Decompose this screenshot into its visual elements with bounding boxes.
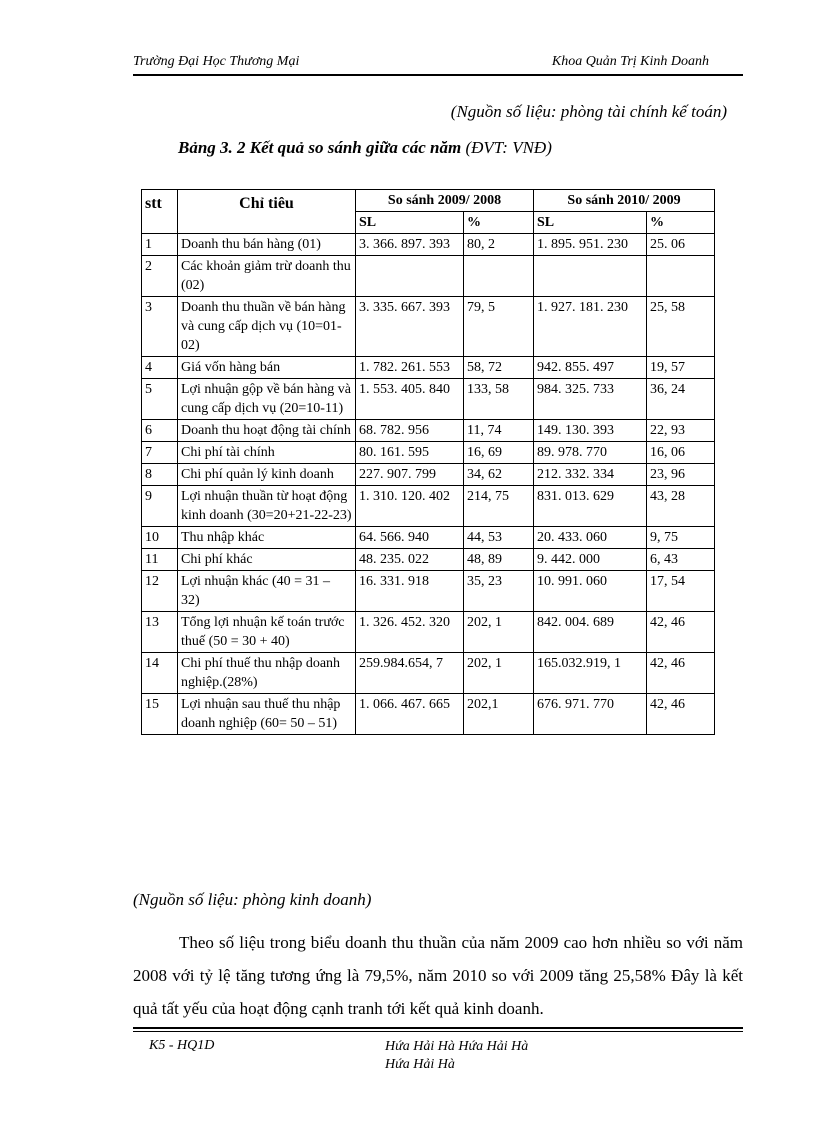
comparison-table xyxy=(141,189,715,735)
cell-sl-2009-2008: 1. 782. 261. 553 xyxy=(356,357,464,379)
table-row xyxy=(142,379,715,420)
cell-pct-2010-2009: 19, 57 xyxy=(647,357,715,379)
table-row xyxy=(142,653,715,694)
cell-sl-2010-2009: 165.032.919, 1 xyxy=(534,653,647,694)
table-row xyxy=(142,256,715,297)
header-faculty: Khoa Quản Trị Kinh Doanh xyxy=(551,54,709,69)
cell-sl-2009-2008: 16. 331. 918 xyxy=(356,571,464,612)
cell-sl-2010-2009: 831. 013. 629 xyxy=(534,486,647,527)
cell-pct-2010-2009 xyxy=(647,256,715,297)
footer-author xyxy=(385,1038,528,1074)
cell-sl-2010-2009: 20. 433. 060 xyxy=(534,527,647,549)
caption-unit: (ĐVT: VNĐ) xyxy=(465,138,552,157)
cell-stt: 12 xyxy=(142,571,178,612)
cell-stt: 8 xyxy=(142,464,178,486)
cell-chi-tieu: Lợi nhuận thuần từ hoạt động kinh doanh (30=20+21-22-23) xyxy=(178,486,356,527)
cell-sl-2010-2009: 9. 442. 000 xyxy=(534,549,647,571)
cell-pct-2009-2008: 16, 69 xyxy=(464,442,534,464)
cell-sl-2009-2008: 80. 161. 595 xyxy=(356,442,464,464)
cell-pct-2010-2009: 42, 46 xyxy=(647,694,715,735)
cell-pct-2010-2009: 23, 96 xyxy=(647,464,715,486)
table-row xyxy=(142,527,715,549)
table-row xyxy=(142,571,715,612)
table-row xyxy=(142,357,715,379)
cell-chi-tieu: Lợi nhuận gộp về bán hàng và cung cấp dịch vụ (20=10-11) xyxy=(178,379,356,420)
cell-sl-2009-2008: 3. 335. 667. 393 xyxy=(356,297,464,357)
cell-sl-2009-2008: 3. 366. 897. 393 xyxy=(356,234,464,256)
table-row xyxy=(142,442,715,464)
footer-author-line2: Hứa Hải Hà xyxy=(385,1057,455,1072)
cell-pct-2009-2008: 35, 23 xyxy=(464,571,534,612)
cell-pct-2010-2009: 36, 24 xyxy=(647,379,715,420)
header-school: Trường Đại Học Thương Mại xyxy=(133,54,300,69)
cell-pct-2010-2009: 6, 43 xyxy=(647,549,715,571)
table-row xyxy=(142,297,715,357)
cell-pct-2010-2009: 17, 54 xyxy=(647,571,715,612)
cell-sl-2010-2009: 212. 332. 334 xyxy=(534,464,647,486)
page-header xyxy=(133,52,743,76)
body-paragraph: Theo số liệu trong biểu doanh thu thuần của năm 2009 cao hơn nhiều so với năm 2008 với tỷ lệ tăng tương ứng là 79,5%, năm 2010 so với 2009 tăng 25,58% Đây là kết quả tất yếu của hoạt động cạnh tranh tới kết quả kinh doanh. xyxy=(133,933,743,1018)
source-note-bottom: (Nguồn số liệu: phòng kinh doanh) xyxy=(133,890,372,909)
cell-pct-2010-2009: 43, 28 xyxy=(647,486,715,527)
cell-sl-2010-2009: 842. 004. 689 xyxy=(534,612,647,653)
table-row xyxy=(142,612,715,653)
footer-author-line1: Hứa Hải Hà Hứa Hải Hà xyxy=(385,1039,529,1054)
cell-sl-2009-2008: 1. 553. 405. 840 xyxy=(356,379,464,420)
cell-chi-tieu: Tổng lợi nhuận kế toán trước thuế (50 = 30 + 40) xyxy=(178,612,356,653)
cell-stt: 10 xyxy=(142,527,178,549)
cell-pct-2010-2009: 16, 06 xyxy=(647,442,715,464)
cell-sl-2010-2009: 942. 855. 497 xyxy=(534,357,647,379)
cell-pct-2009-2008: 58, 72 xyxy=(464,357,534,379)
cell-stt: 11 xyxy=(142,549,178,571)
cell-chi-tieu: Chi phí thuế thu nhập doanh nghiệp.(28%) xyxy=(178,653,356,694)
cell-sl-2009-2008: 68. 782. 956 xyxy=(356,420,464,442)
cell-pct-2009-2008: 133, 58 xyxy=(464,379,534,420)
cell-sl-2009-2008: 259.984.654, 7 xyxy=(356,653,464,694)
cell-pct-2010-2009: 25. 06 xyxy=(647,234,715,256)
header-pct-2: % xyxy=(647,212,715,234)
table-row xyxy=(142,234,715,256)
cell-stt: 5 xyxy=(142,379,178,420)
cell-stt: 3 xyxy=(142,297,178,357)
cell-stt: 4 xyxy=(142,357,178,379)
cell-stt: 14 xyxy=(142,653,178,694)
cell-pct-2010-2009: 9, 75 xyxy=(647,527,715,549)
cell-sl-2010-2009: 149. 130. 393 xyxy=(534,420,647,442)
cell-stt: 2 xyxy=(142,256,178,297)
cell-chi-tieu: Thu nhập khác xyxy=(178,527,356,549)
cell-sl-2010-2009 xyxy=(534,256,647,297)
cell-chi-tieu: Chi phí quản lý kinh doanh xyxy=(178,464,356,486)
header-chi-tieu: Chỉ tiêu xyxy=(178,190,356,234)
cell-stt: 1 xyxy=(142,234,178,256)
cell-chi-tieu: Lợi nhuận khác (40 = 31 – 32) xyxy=(178,571,356,612)
cell-pct-2010-2009: 25, 58 xyxy=(647,297,715,357)
caption-title: Bảng 3. 2 Kết quả so sánh giữa các năm xyxy=(178,138,462,157)
cell-pct-2009-2008: 202, 1 xyxy=(464,653,534,694)
cell-pct-2009-2008: 214, 75 xyxy=(464,486,534,527)
cell-sl-2009-2008: 1. 326. 452. 320 xyxy=(356,612,464,653)
footer-rule-thin xyxy=(133,1031,743,1032)
cell-stt: 7 xyxy=(142,442,178,464)
cell-pct-2009-2008: 11, 74 xyxy=(464,420,534,442)
header-group-2009-2008: So sánh 2009/ 2008 xyxy=(356,190,534,212)
cell-sl-2010-2009: 1. 895. 951. 230 xyxy=(534,234,647,256)
cell-chi-tieu: Chi phí khác xyxy=(178,549,356,571)
cell-sl-2010-2009: 984. 325. 733 xyxy=(534,379,647,420)
header-pct-1: % xyxy=(464,212,534,234)
cell-pct-2009-2008: 48, 89 xyxy=(464,549,534,571)
cell-sl-2010-2009: 10. 991. 060 xyxy=(534,571,647,612)
cell-chi-tieu: Giá vốn hàng bán xyxy=(178,357,356,379)
cell-stt: 13 xyxy=(142,612,178,653)
cell-sl-2009-2008: 48. 235. 022 xyxy=(356,549,464,571)
cell-chi-tieu: Doanh thu thuần về bán hàng và cung cấp dịch vụ (10=01-02) xyxy=(178,297,356,357)
header-sl-2: SL xyxy=(534,212,647,234)
cell-sl-2009-2008: 1. 310. 120. 402 xyxy=(356,486,464,527)
header-stt: stt xyxy=(142,190,178,234)
cell-sl-2009-2008: 1. 066. 467. 665 xyxy=(356,694,464,735)
cell-sl-2010-2009: 89. 978. 770 xyxy=(534,442,647,464)
cell-sl-2009-2008: 227. 907. 799 xyxy=(356,464,464,486)
cell-pct-2009-2008: 79, 5 xyxy=(464,297,534,357)
table-row xyxy=(142,549,715,571)
cell-chi-tieu: Doanh thu bán hàng (01) xyxy=(178,234,356,256)
source-note-top: (Nguồn số liệu: phòng tài chính kế toán) xyxy=(450,102,727,121)
table-row xyxy=(142,464,715,486)
cell-chi-tieu: Doanh thu hoạt động tài chính xyxy=(178,420,356,442)
cell-pct-2009-2008: 202, 1 xyxy=(464,612,534,653)
cell-sl-2010-2009: 1. 927. 181. 230 xyxy=(534,297,647,357)
cell-stt: 15 xyxy=(142,694,178,735)
table-body xyxy=(142,234,715,735)
cell-pct-2009-2008: 202,1 xyxy=(464,694,534,735)
cell-sl-2009-2008: 64. 566. 940 xyxy=(356,527,464,549)
header-group-2010-2009: So sánh 2010/ 2009 xyxy=(534,190,715,212)
footer-class-code: K5 - HQ1D xyxy=(149,1038,215,1053)
cell-chi-tieu: Các khoản giảm trừ doanh thu (02) xyxy=(178,256,356,297)
cell-chi-tieu: Chi phí tài chính xyxy=(178,442,356,464)
cell-sl-2009-2008 xyxy=(356,256,464,297)
cell-pct-2010-2009: 42, 46 xyxy=(647,653,715,694)
cell-chi-tieu: Lợi nhuận sau thuế thu nhập doanh nghiệp (60= 50 – 51) xyxy=(178,694,356,735)
header-sl-1: SL xyxy=(356,212,464,234)
cell-stt: 9 xyxy=(142,486,178,527)
table-row xyxy=(142,694,715,735)
table-row xyxy=(142,420,715,442)
cell-pct-2010-2009: 22, 93 xyxy=(647,420,715,442)
cell-sl-2010-2009: 676. 971. 770 xyxy=(534,694,647,735)
cell-pct-2010-2009: 42, 46 xyxy=(647,612,715,653)
table-row xyxy=(142,486,715,527)
cell-pct-2009-2008 xyxy=(464,256,534,297)
footer-rule xyxy=(133,1027,743,1029)
table-caption xyxy=(178,138,552,158)
cell-pct-2009-2008: 80, 2 xyxy=(464,234,534,256)
cell-stt: 6 xyxy=(142,420,178,442)
cell-pct-2009-2008: 44, 53 xyxy=(464,527,534,549)
cell-pct-2009-2008: 34, 62 xyxy=(464,464,534,486)
